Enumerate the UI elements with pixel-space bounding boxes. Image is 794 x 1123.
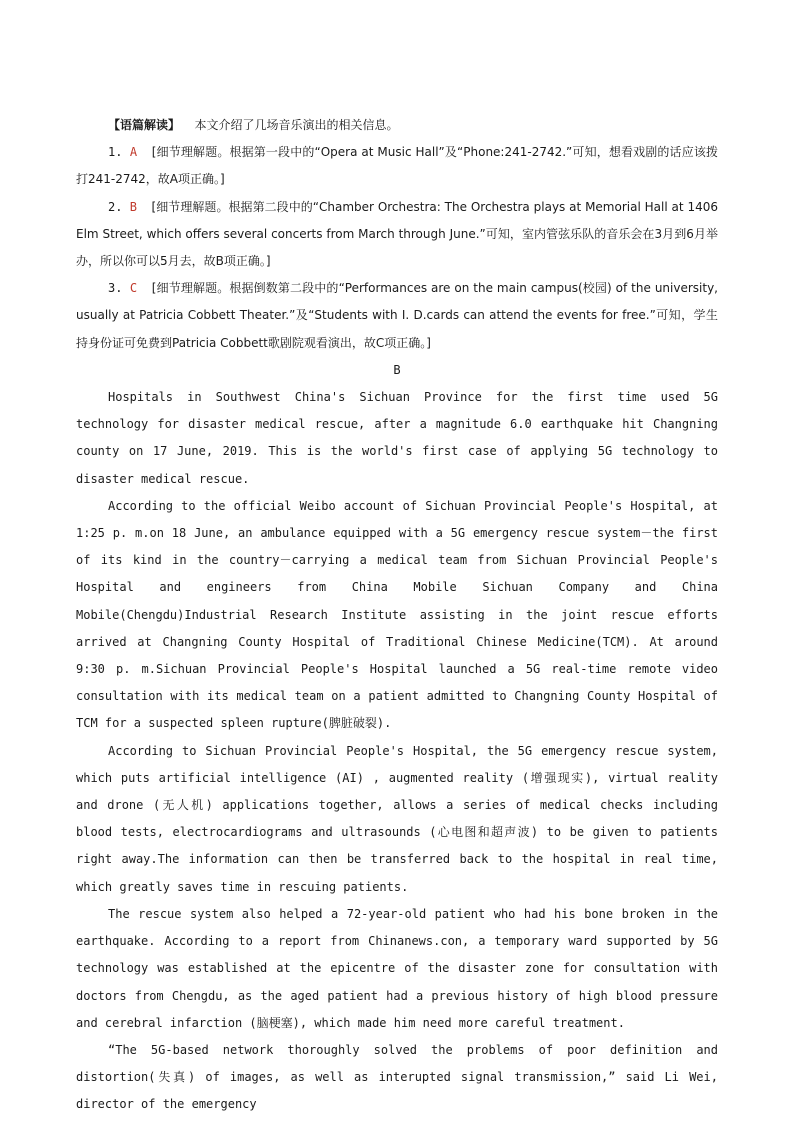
answer-explanation: [细节理解题。根据第一段中的“Opera at Music Hall”及“Phone:241-2742.”可知，想看戏剧的话应该拨打241-2742，故A项正确。] [76, 145, 718, 187]
passage-paragraph-4: The rescue system also helped a 72-year-old patient who had his bone broken in the earthquake. According to a report from Chinanews.con, a temporary ward supported by 5G technology was established at the epicentre of the disaster zone for consultation with doctors from Chengdu, as the aged patient had a previous history of high blood pressure and cerebral infarction (脑梗塞), which made him need more careful treatment. [76, 906, 718, 1030]
answer-letter: A [129, 145, 138, 160]
passage-paragraph-5: “The 5G-based network thoroughly solved the problems of poor definition and distortion(失真) of images, as well as interupted signal transmission,” said Li Wei, director of the emergency [76, 1042, 718, 1112]
document-content [76, 112, 718, 1119]
interpretation-label: 【语篇解读】 [108, 118, 181, 132]
answer-number: 2. [108, 199, 123, 214]
interpretation-line [76, 112, 718, 139]
answer-1 [76, 139, 718, 193]
answer-3 [76, 275, 718, 357]
passage-section-label: B [393, 362, 401, 377]
answer-explanation: [细节理解题。根据倒数第二段中的“Performances are on the main campus(校园) of the university, usually at Patricia Cobbett Theater.”及“Students with I. D.cards can attend the events for free.”可知，学生持身份证可免费到Patricia Cobbett歌剧院观看演出，故C项正确。] [76, 281, 718, 350]
passage-paragraph-2: According to the official Weibo account of Sichuan Provincial People's Hospital, at 1:25 p. m.on 18 June, an ambulance equipped with a 5G emergency rescue system－the first of its kind in the country－carrying a medical team from Sichuan Provincial People's Hospital and engineers from China Mobile Sichuan Company and China Mobile(Chengdu)Industrial Research Institute assisting in the joint rescue efforts arrived at Changning County Hospital of Traditional Chinese Medicine(TCM). At around 9:30 p. m.Sichuan Provincial People's Hospital launched a 5G real-time remote video consultation with its medical team on a patient admitted to Changning County Hospital of TCM for a suspected spleen rupture(脾脏破裂). [76, 498, 718, 731]
interpretation-text: 本文介绍了几场音乐演出的相关信息。 [194, 118, 399, 132]
answer-2 [76, 194, 718, 276]
answer-letter: B [129, 199, 137, 214]
passage-paragraph-3: According to Sichuan Provincial People's Hospital, the 5G emergency rescue system, which puts artificial intelligence (AI) , augmented reality (增强现实), virtual reality and drone (无人机) applications together, allows a series of medical checks including blood tests, electrocardiograms and ultrasounds (心电图和超声波) to be given to patients right away.The information can then be transferred back to the hospital in real time, which greatly saves time in rescuing patients. [76, 743, 718, 894]
answer-letter: C [129, 281, 138, 296]
passage-paragraph-1: Hospitals in Southwest China's Sichuan Province for the first time used 5G technology for disaster medical rescue, after a magnitude 6.0 earthquake hit Changning county on 17 June, 2019. This is the world's first case of applying 5G technology to disaster medical rescue. [76, 390, 718, 486]
answer-number: 1. [108, 145, 123, 160]
answer-explanation: [细节理解题。根据第二段中的“Chamber Orchestra: The Orchestra plays at Memorial Hall at 1406 Elm Street, which offers several concerts from March through June.”可知，室内管弦乐队的音乐会在3月到6月举办，所以你可以5月去，故B项正确。] [76, 199, 719, 269]
answer-number: 3. [108, 281, 123, 296]
